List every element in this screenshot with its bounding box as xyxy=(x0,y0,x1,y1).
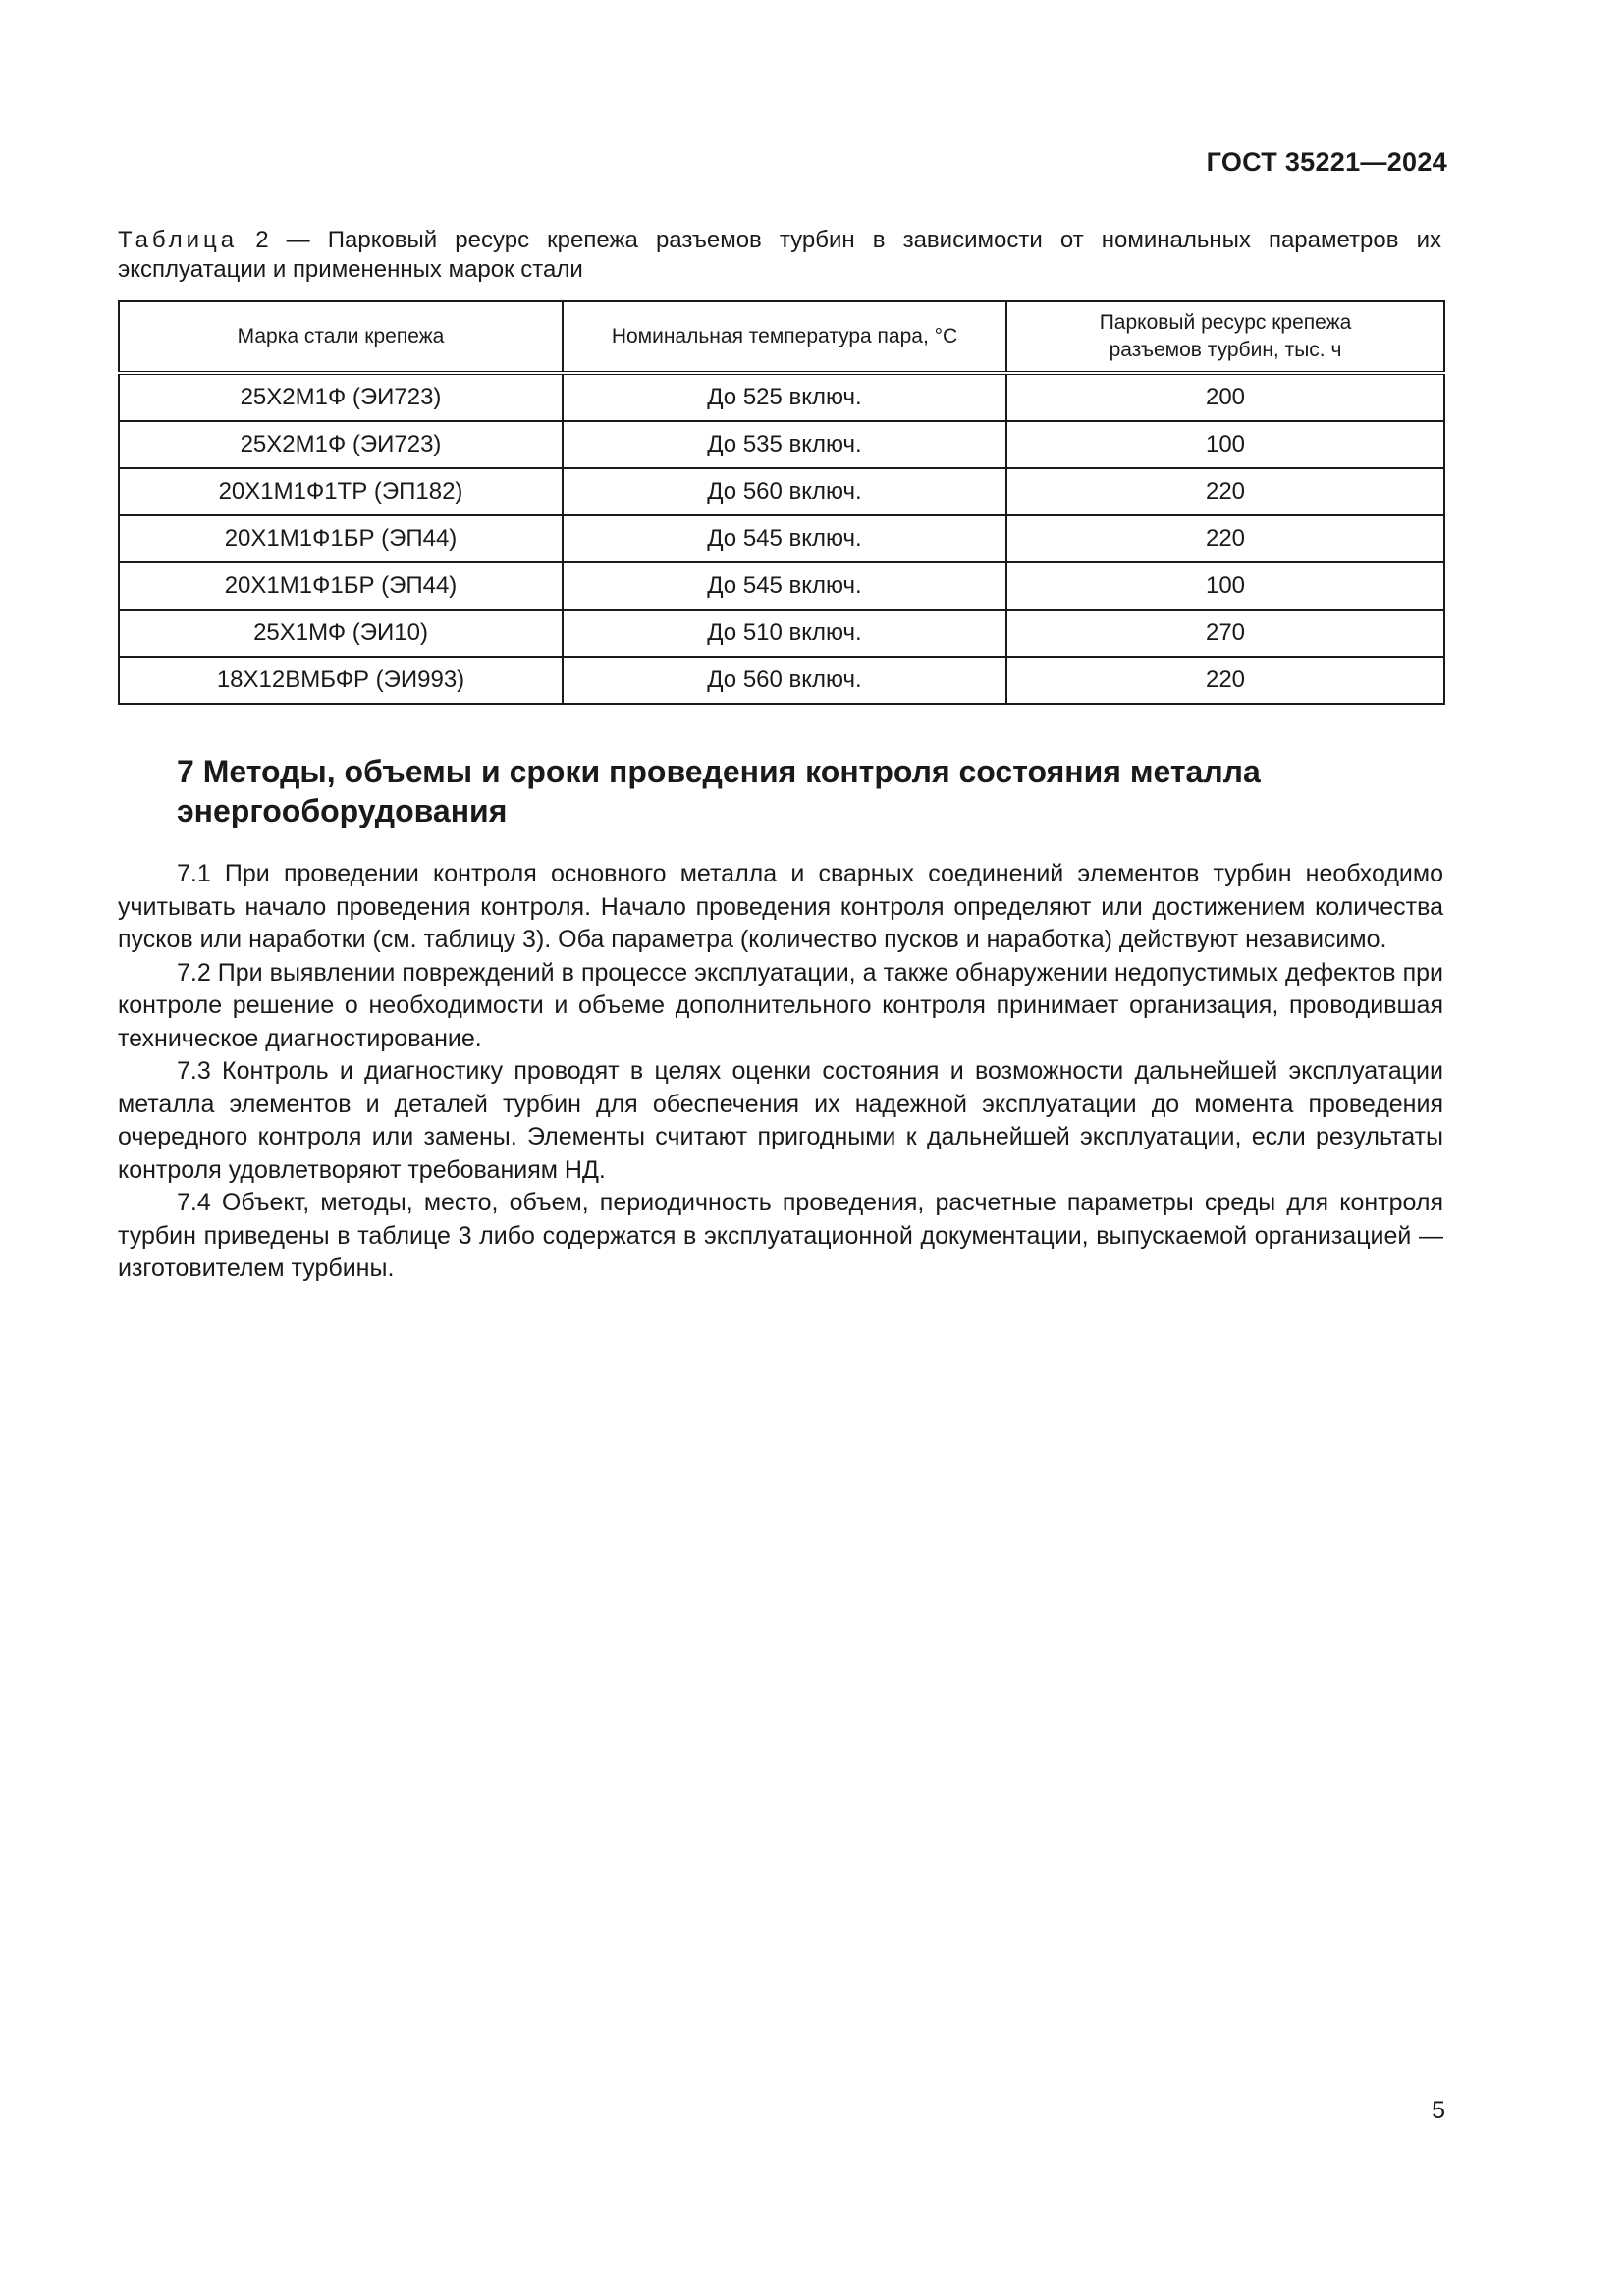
section-body xyxy=(118,858,1443,1286)
cell-steel-grade: 18Х12ВМБФР (ЭИ993) xyxy=(119,657,563,704)
column-header-resource: Парковый ресурс крепежа разъемов турбин, тыс. ч xyxy=(1006,301,1444,373)
paragraph-7-2: 7.2 При выявлении повреждений в процессе эксплуатации, а также обнаружении недопустимых дефектов при контроле решение о необходимости и объеме дополнительного контроля принимает организация, проводившая техническое диагностирование. xyxy=(118,958,1443,1052)
column-header-steel-grade: Марка стали крепежа xyxy=(119,301,563,373)
cell-resource: 220 xyxy=(1006,657,1444,704)
cell-temperature: До 545 включ. xyxy=(563,562,1006,610)
cell-temperature: До 525 включ. xyxy=(563,373,1006,421)
table-row xyxy=(119,468,1444,515)
table-row xyxy=(119,421,1444,468)
table-row xyxy=(119,610,1444,657)
cell-resource: 220 xyxy=(1006,515,1444,562)
table-row xyxy=(119,657,1444,704)
cell-temperature: До 560 включ. xyxy=(563,468,1006,515)
table-caption xyxy=(118,226,1441,285)
table-header-row xyxy=(119,301,1444,373)
paragraph-7-3: 7.3 Контроль и диагностику проводят в целях оценки состояния и возможности дальнейшей эксплуатации металла элементов и деталей турбин для обеспечения их надежной эксплуатации до момента проведения очередного контроля или замены. Элементы считают пригодными к дальнейшей эксплуатации, если результаты контроля удовлетворяют требованиям НД. xyxy=(118,1057,1443,1184)
cell-resource: 100 xyxy=(1006,421,1444,468)
document-id: ГОСТ 35221—2024 xyxy=(1206,147,1447,177)
cell-steel-grade: 20Х1М1Ф1ТР (ЭП182) xyxy=(119,468,563,515)
steel-resource-table xyxy=(118,300,1445,705)
cell-temperature: До 545 включ. xyxy=(563,515,1006,562)
cell-temperature: До 535 включ. xyxy=(563,421,1006,468)
paragraph-7-4: 7.4 Объект, методы, место, объем, периодичность проведения, расчетные параметры среды для контроля турбин приведены в таблице 3 либо содержатся в эксплуатационной документации, выпускаемой организацией — изготовителем турбины. xyxy=(118,1189,1443,1282)
cell-steel-grade: 20Х1М1Ф1БР (ЭП44) xyxy=(119,562,563,610)
paragraph-7-1: 7.1 При проведении контроля основного металла и сварных соединений элементов турбин необходимо учитывать начало проведения контроля. Начало проведения контроля определяют или достижением количества пусков или наработки (см. таблицу 3). Оба параметра (количество пусков и наработка) действуют независимо. xyxy=(118,860,1443,953)
cell-steel-grade: 25Х2М1Ф (ЭИ723) xyxy=(119,421,563,468)
table-row xyxy=(119,373,1444,421)
cell-resource: 220 xyxy=(1006,468,1444,515)
cell-resource: 200 xyxy=(1006,373,1444,421)
section-title: 7 Методы, объемы и сроки проведения контроля состояния металла энергооборудования xyxy=(177,754,1261,828)
cell-resource: 270 xyxy=(1006,610,1444,657)
page-number: 5 xyxy=(1432,2097,1445,2124)
cell-temperature: До 560 включ. xyxy=(563,657,1006,704)
table-row xyxy=(119,515,1444,562)
column-header-temperature: Номинальная температура пара, °С xyxy=(563,301,1006,373)
cell-steel-grade: 25Х1МФ (ЭИ10) xyxy=(119,610,563,657)
cell-resource: 100 xyxy=(1006,562,1444,610)
table-row xyxy=(119,562,1444,610)
cell-steel-grade: 20Х1М1Ф1БР (ЭП44) xyxy=(119,515,563,562)
cell-temperature: До 510 включ. xyxy=(563,610,1006,657)
table-caption-text: 2 — Парковый ресурс крепежа разъемов турбин в зависимости от номинальных параметров их эксплуатации и примененных марок стали xyxy=(118,227,1441,283)
table-caption-label: Таблица xyxy=(118,227,239,253)
cell-steel-grade: 25Х2М1Ф (ЭИ723) xyxy=(119,373,563,421)
